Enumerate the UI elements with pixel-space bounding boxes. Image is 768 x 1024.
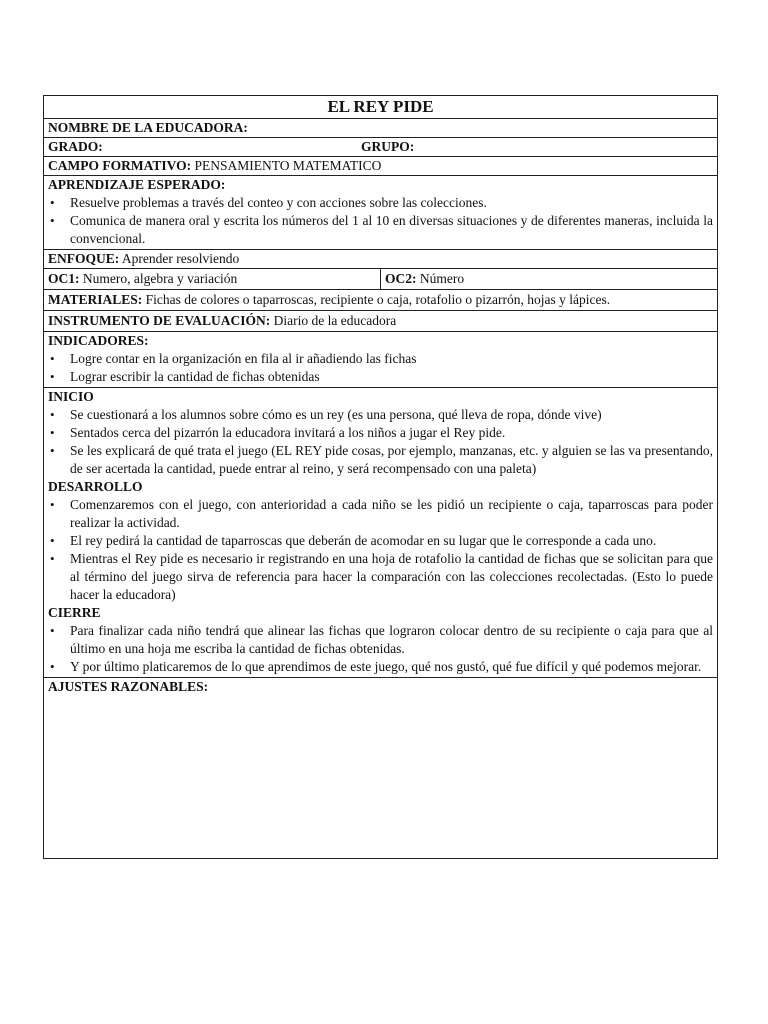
desarrollo-list: [48, 496, 713, 604]
materiales-row: [44, 290, 717, 311]
inicio-label: INICIO: [48, 389, 94, 404]
list-item: • Resuelve problemas a través del conteo y con acciones sobre las colecciones.: [48, 194, 713, 212]
list-item: • Sentados cerca del pizarrón la educadora invitará a los niños a jugar el Rey pide.: [48, 424, 713, 442]
list-item: • Y por último platicaremos de lo que aprendimos de este juego, qué nos gustó, qué fue difícil y qué podemos mejorar.: [48, 658, 713, 676]
list-item: • Mientras el Rey pide es necesario ir registrando en una hoja de rotafolio la cantidad de fichas que se solicitan para que al término del juego sirva de referencia para hacer la comparación con las colecciones recolectadas. (Esto lo puede hacer la educadora): [48, 550, 713, 604]
aprendizaje-label: APRENDIZAJE ESPERADO:: [48, 177, 226, 192]
materiales-value: Fichas de colores o taparroscas, recipiente o caja, rotafolio o pizarrón, hojas y lápices.: [145, 292, 611, 307]
oc1-label: OC1:: [48, 271, 80, 286]
ajustes-row: [44, 678, 717, 858]
list-item: • Se les explicará de qué trata el juego (EL REY pide cosas, por ejemplo, manzanas, etc. y alguien se las va presentando, de ser acertada la cantidad, puede entrar al reino, y será recompensado con una paleta): [48, 442, 713, 478]
indicadores-label: INDICADORES:: [48, 333, 149, 348]
list-item: • Para finalizar cada niño tendrá que alinear las fichas que lograron colocar dentro de su recipiente o caja para que al último en una hoja me escriba la cantidad de fichas obtenidas.: [48, 622, 713, 658]
campo-formativo-row: [44, 157, 717, 176]
oc-row: [44, 269, 717, 290]
lesson-plan-table: [43, 95, 718, 859]
grupo-label: GRUPO:: [361, 139, 415, 154]
campo-label: CAMPO FORMATIVO:: [48, 158, 192, 173]
list-item: • Se cuestionará a los alumnos sobre cómo es un rey (es una persona, qué lleva de ropa, dónde vive): [48, 406, 713, 424]
list-item: • Comenzaremos con el juego, con anterioridad a cada niño se les pidió un recipiente o caja, taparroscas para poder realizar la actividad.: [48, 496, 713, 532]
list-item: • Logre contar en la organización en fila al ir añadiendo las fichas: [48, 350, 713, 368]
inicio-list: [48, 406, 713, 478]
instrumento-value: Diario de la educadora: [273, 313, 397, 328]
document-title: EL REY PIDE: [44, 96, 717, 119]
grado-label: GRADO:: [48, 139, 103, 154]
ajustes-label: AJUSTES RAZONABLES:: [48, 679, 209, 694]
indicadores-row: [44, 332, 717, 388]
oc1-value: Numero, algebra y variación: [82, 271, 238, 286]
educadora-label: NOMBRE DE LA EDUCADORA: [48, 120, 244, 135]
educadora-colon: :: [243, 120, 248, 135]
materiales-label: MATERIALES:: [48, 292, 143, 307]
campo-value: PENSAMIENTO MATEMATICO: [194, 158, 382, 173]
list-item: • Lograr escribir la cantidad de fichas obtenidas: [48, 368, 713, 386]
educadora-row: [44, 119, 717, 138]
enfoque-label: ENFOQUE:: [48, 251, 120, 266]
cierre-list: [48, 622, 713, 676]
secuencia-row: [44, 388, 717, 678]
oc2-label: OC2:: [385, 271, 417, 286]
instrumento-label: INSTRUMENTO DE EVALUACIÓN:: [48, 313, 271, 328]
desarrollo-label: DESARROLLO: [48, 479, 143, 494]
oc1-cell: [44, 269, 381, 289]
cierre-label: CIERRE: [48, 605, 101, 620]
enfoque-value: Aprender resolviendo: [121, 251, 240, 266]
list-item: • Comunica de manera oral y escrita los números del 1 al 10 en diversas situaciones y de diferentes maneras, incluida la convencional.: [48, 212, 713, 248]
indicadores-list: [48, 350, 713, 386]
aprendizaje-row: [44, 176, 717, 250]
instrumento-row: [44, 311, 717, 332]
aprendizaje-list: [48, 194, 713, 248]
oc2-value: Número: [419, 271, 465, 286]
grado-grupo-row: [44, 138, 717, 157]
list-item: • El rey pedirá la cantidad de taparroscas que deberán de acomodar en su lugar que le corresponde a cada uno.: [48, 532, 713, 550]
oc2-cell: [381, 269, 468, 289]
enfoque-row: [44, 250, 717, 269]
